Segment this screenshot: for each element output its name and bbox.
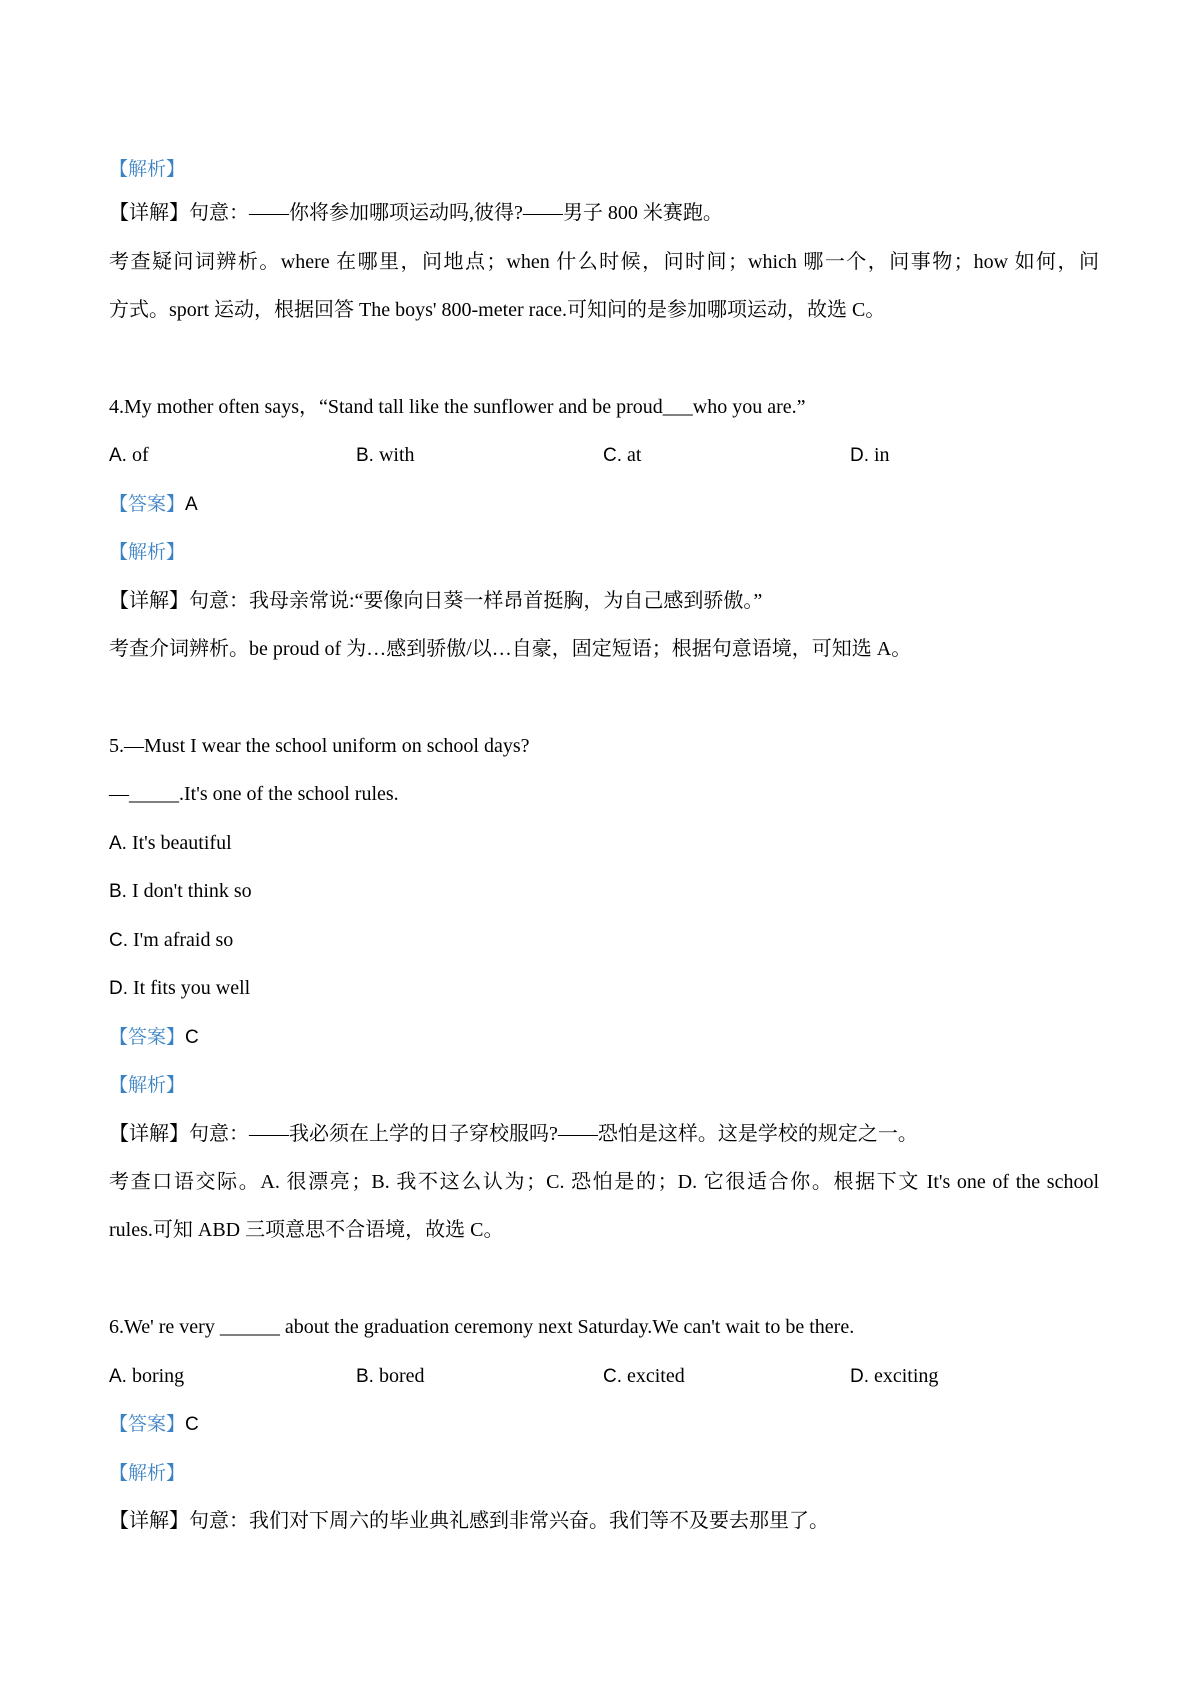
answer-tag: 【答案】 [109, 1413, 186, 1435]
option-b: B. bored [356, 1365, 425, 1387]
detail-tag: 【详解】 [109, 1123, 189, 1145]
answer-value: C [185, 1414, 199, 1435]
answer-line [109, 1023, 1099, 1052]
answer-tag: 【答案】 [109, 493, 186, 515]
analysis-heading: 【解析】 [109, 1074, 186, 1096]
detail-tag: 【详解】 [109, 202, 189, 224]
option-a: A. It's beautiful [109, 832, 232, 854]
option-d: D. It fits you well [109, 977, 251, 999]
detail-tag: 【详解】 [109, 1510, 189, 1532]
question-stem: 6.We' re very ______ about the graduation ceremony next Saturday.We can't wait to be there. [109, 1316, 855, 1338]
analysis-heading: 【解析】 [109, 1462, 186, 1484]
question-stem: 5.—Must I wear the school uniform on school days? [109, 735, 530, 757]
option-c: C. at [603, 444, 642, 466]
explanation-line: rules.可知 ABD 三项意思不合语境，故选 C。 [109, 1219, 504, 1241]
explanation-line: 考查介词辨析。be proud of 为…感到骄傲/以…自豪，固定短语；根据句意语境，可知选 A。 [109, 638, 912, 660]
option-c: C. I'm afraid so [109, 929, 234, 951]
detail-text: 句意：我们对下周六的毕业典礼感到非常兴奋。我们等不及要去那里了。 [189, 1510, 829, 1532]
option-d: D. in [850, 444, 890, 466]
answer-line [109, 1410, 1099, 1439]
detail-text: 句意：我母亲常说:“要像向日葵一样昂首挺胸，为自己感到骄傲。” [189, 590, 763, 612]
answer-value: C [185, 1027, 199, 1048]
option-b: B. with [356, 444, 415, 466]
explanation-line: 考查口语交际。A. 很漂亮；B. 我不这么认为；C. 恐怕是的；D. 它很适合你。根据下文 It's one of the school [109, 1171, 1099, 1193]
analysis-heading: 【解析】 [109, 158, 186, 180]
question-stem: 4.My mother often says，“Stand tall like the sunflower and be proud___who you are.” [109, 396, 806, 418]
option-a: A. boring [109, 1365, 185, 1387]
detail-line [109, 1507, 1099, 1535]
question-stem: —_____.It's one of the school rules. [109, 783, 399, 805]
detail-line [109, 199, 1099, 227]
answer-tag: 【答案】 [109, 1026, 186, 1048]
answer-line [109, 490, 1099, 519]
answer-value: A [185, 494, 198, 515]
explanation-line: 考查疑问词辨析。where 在哪里，问地点；when 什么时候，问时间；which 哪一个，问事物；how 如何，问 [109, 251, 1099, 273]
detail-tag: 【详解】 [109, 590, 189, 612]
detail-text: 句意：——我必须在上学的日子穿校服吗?——恐怕是这样。这是学校的规定之一。 [189, 1123, 918, 1145]
detail-text: 句意：——你将参加哪项运动吗,彼得?——男子 800 米赛跑。 [189, 202, 723, 224]
detail-line [109, 587, 1099, 615]
option-c: C. excited [603, 1365, 685, 1387]
analysis-heading: 【解析】 [109, 541, 186, 563]
option-d: D. exciting [850, 1365, 939, 1387]
option-b: B. I don't think so [109, 880, 252, 902]
option-a: A. of [109, 444, 149, 466]
explanation-line: 方式。sport 运动，根据回答 The boys' 800-meter race.可知问的是参加哪项运动，故选 C。 [109, 299, 886, 321]
detail-line [109, 1120, 1099, 1148]
